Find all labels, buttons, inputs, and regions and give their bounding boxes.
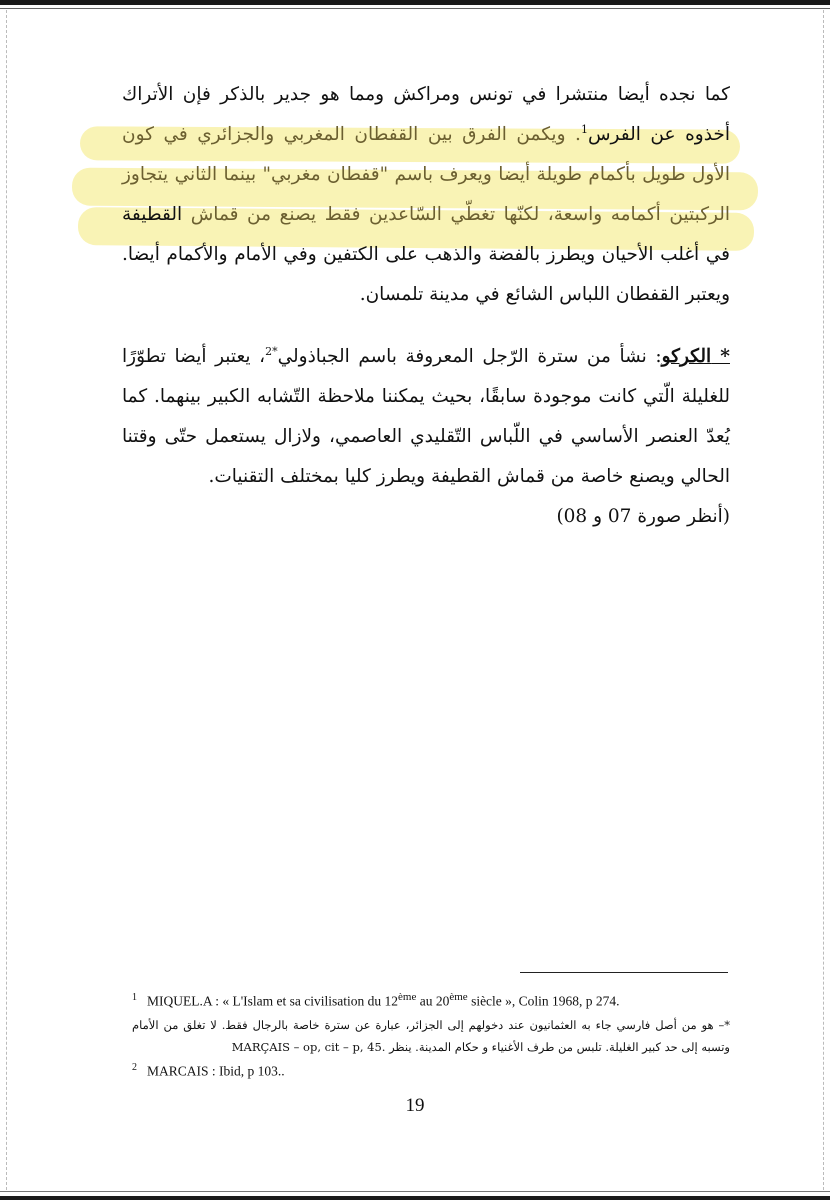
para1-line3: كون الأول طويل بأكمام طويلة أيضا ويعرف باسم "قفطان مغربي" بينما الثاني [122,124,730,185]
scan-edge-left [6,10,7,1190]
paragraph-karakou [122,337,730,537]
para1-line5: القطيفة في أغلب الأحيان ويطرز بالفضة والذهب على الكتفين وفي الأمام [122,204,731,265]
para2-line3: بينهما. كما يُعدّ العنصر الأساسي في اللّباس التّقليدي العاصمي، ولازال يستعمل [122,386,730,447]
karakou-colon: : [646,346,662,367]
footnote-2-text: MARCAIS : Ibid, p 103.. [147,1063,285,1078]
body-text [122,75,730,537]
para2-line1-end: ، يعتبر أيضا [174,346,266,367]
scan-border-bottom [0,1196,830,1200]
karakou-bullet: * [711,346,730,367]
footnote-2 [132,1058,730,1082]
footnote-1-text-c: siècle », Colin 1968, p 274. [467,993,620,1009]
scan-line-top [0,8,830,9]
para1-line2-start: الأتراك أخذوه عن الفرس [122,84,730,145]
para1-line1: كما نجده أيضا منتشرا في تونس ومراكش ومما هو جدير بالذكر فإن [182,84,730,105]
footnote-1-number: 1 [132,992,137,1003]
para2-see-figures: (أنظر صورة 07 و 08) [556,506,730,527]
scan-border-top [0,0,830,5]
paragraph-caftan [122,75,730,315]
para2-line4: حتّى وقتنا الحالي ويصنع خاصة من قماش القطيفة ويطرز كليا بمختلف التقنيات. [122,426,730,487]
footnote-star-text: *– هو من أصل فارسي جاء به العثمانيون عند دخولهم إلى الجزائر، عبارة عن سترة خاصة بالرجال فقط. لا تغلق من الأمام وتسبه إلى حد كبير الغليلة. تلبس من طرف الأغنياء و حكام المدينة. ينظر [132,1017,730,1054]
para1-line2-highlight: . ويكمن الفرق بين القفطان المغربي والجزائري في [163,124,581,145]
footnote-star-ref: MARÇAIS – op, cit – p, 45. [231,1039,386,1054]
footnote-1-text-a: MIQUEL.A : « L'Islam et sa civilisation du 12 [147,993,399,1009]
para1-line6: والأكمام أيضا. ويعتبر القفطان اللباس الشائع في مدينة تلمسان. [122,244,730,305]
scan-line-bottom [0,1191,830,1192]
footnote-1 [132,988,730,1012]
footnote-star [132,1014,730,1058]
footnote-1-sup-a: ème [398,991,417,1003]
footnote-2-number: 2 [132,1061,137,1073]
footnote-ref-1: 1 [580,122,588,136]
karakou-term: الكركو [661,346,712,367]
page-number: 19 [405,1095,425,1116]
footnote-1-sup-b: ème [449,991,468,1003]
footnote-1-text-b: au 20 [416,993,450,1009]
para2-line2: تطوّرًا للغليلة الّتي كانت موجودة سابقًا، بحيث يمكننا ملاحظة التّشابه الكبير [122,346,731,407]
scan-edge-right [823,10,824,1190]
footnote-ref-2: *2 [265,344,278,358]
para2-line1: نشأ من سترة الرّجل المعروفة باسم الجباذولي [277,346,647,367]
footnotes [132,988,730,1081]
para1-line4: يتجاوز الركبتين أكمامه واسعة، لكنّها تغطّي السّاعدين فقط يصنع من قماش [122,164,730,225]
footnote-separator [520,972,728,973]
